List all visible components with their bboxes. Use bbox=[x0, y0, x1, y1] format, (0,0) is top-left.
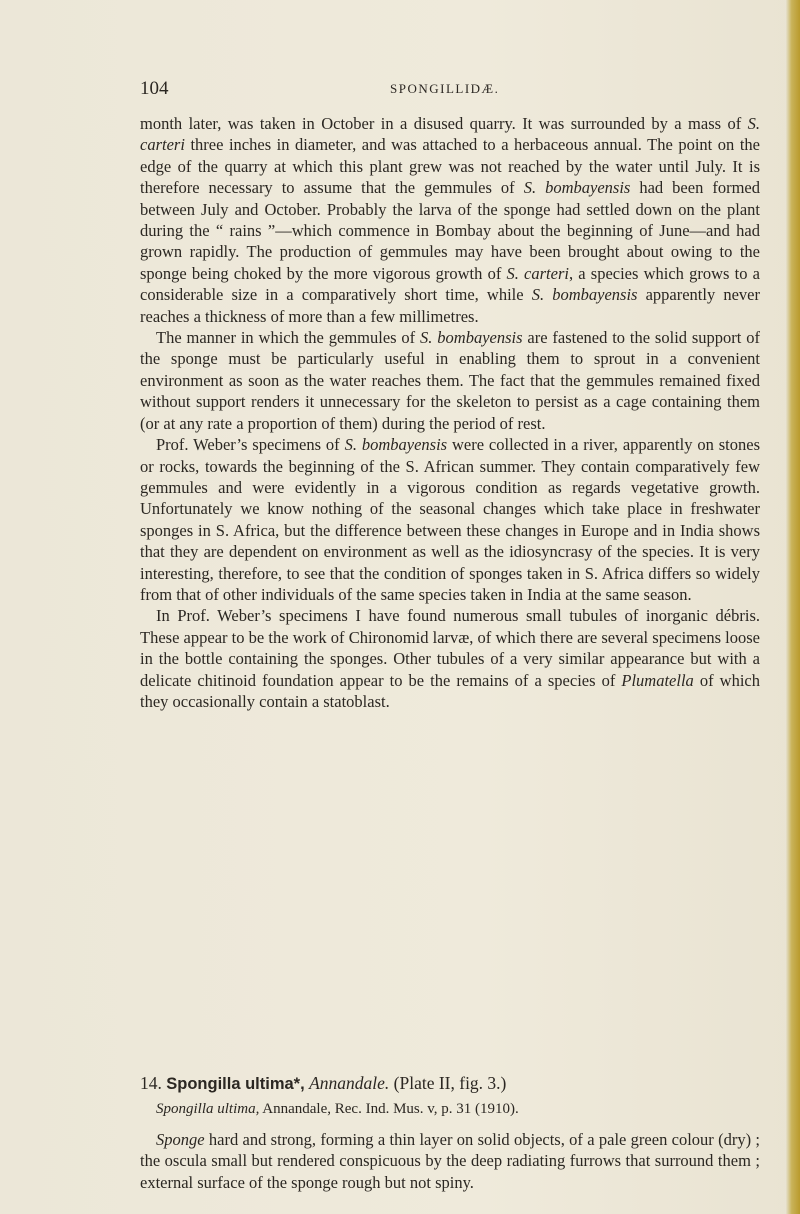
text-run: The manner in which the gemmules of bbox=[156, 328, 421, 348]
description-lead: Sponge bbox=[156, 1129, 205, 1149]
italic-taxon-name: S. bombayensis bbox=[523, 178, 631, 198]
italic-taxon-name: S. bombayensis bbox=[344, 435, 448, 455]
body-text bbox=[140, 113, 760, 712]
paragraph bbox=[140, 113, 760, 327]
italic-taxon-name: S. bombayensis bbox=[531, 285, 638, 305]
paragraph bbox=[140, 605, 760, 712]
description-text: hard and strong, forming a thin layer on solid objects, of a pale green colour (dry) ; the oscula small but rendered conspicuous by the deep radiating furrows that surround them ; external surface of the sponge rough but not spiny. bbox=[140, 1129, 760, 1192]
text-run: three inches in diameter, and was attached to a herbaceous annual. The point on the edge of the quarry at which this plant grew was not reached by the water until July. It is therefore necessary to assume that the gemmules of bbox=[140, 135, 760, 198]
page-number: 104 bbox=[140, 78, 169, 99]
text-run: Prof. Weber’s specimens of bbox=[156, 435, 345, 455]
species-heading bbox=[140, 1073, 760, 1095]
text-run: month later, was taken in October in a disused quarry. It was surrounded by a mass of bbox=[140, 114, 748, 133]
text-run: apparently never reaches a thickness of more than a few millimetres. bbox=[140, 285, 760, 326]
running-head bbox=[140, 78, 710, 104]
plate-reference: (Plate II, fig. 3.) bbox=[393, 1073, 507, 1093]
text-run: , a species which grows to a considerable size in a comparatively short time, while bbox=[140, 263, 760, 305]
species-name: Spongilla ultima*, bbox=[166, 1075, 305, 1093]
book-spine-edge bbox=[786, 0, 800, 1214]
citation-name: Spongilla ultima, bbox=[156, 1101, 260, 1118]
species-author: Annandale. bbox=[309, 1073, 390, 1093]
italic-taxon-name: S. bombayensis bbox=[420, 328, 523, 348]
paragraph bbox=[140, 434, 760, 605]
text-run: In Prof. Weber’s specimens I have found numerous small tubules of inorganic débris. These appear to be the work of Chironomid larvæ, of which there are several specimens loose in the bottle containing the sponges. Other tubules of a very similar appearance but with a delicate chitinoid foundation appear to be the remains of a species of bbox=[140, 606, 760, 690]
italic-taxon-name: Plumatella bbox=[621, 670, 694, 690]
species-citation bbox=[156, 1099, 760, 1120]
paragraph bbox=[140, 327, 760, 434]
species-entry bbox=[140, 1073, 760, 1193]
citation-source: Annandale, Rec. Ind. Mus. v, p. 31 (1910). bbox=[262, 1101, 519, 1118]
text-run: of which they occasionally contain a statoblast. bbox=[140, 670, 760, 711]
section-title: SPONGILLIDÆ. bbox=[390, 81, 500, 96]
species-description bbox=[140, 1129, 760, 1193]
italic-taxon-name: S. carteri bbox=[506, 263, 569, 283]
text-run: had been formed between July and October. Probably the larva of the sponge had settled down on the plant during the “ rains ”—which commence in Bombay about the beginning of June—and had grown rapidly. The production of gemmules may have been brought about owing to the sponge being choked by the more vigorous growth of bbox=[140, 178, 760, 283]
species-number: 14. bbox=[140, 1073, 162, 1093]
italic-taxon-name: S. carteri bbox=[140, 114, 760, 155]
text-run: were collected in a river, apparently on stones or rocks, towards the beginning of the S. African summer. They contain comparatively few gemmules and were evidently in a vigorous condition as regards vegetative growth. Unfortunately we know nothing of the seasonal changes which take place in freshwater sponges in S. Africa, but the difference between these changes in Europe and in India shows that they are dependent on environment as well as the idiosyncrasy of the species. It is very interesting, therefore, to see that the condition of sponges taken in S. Africa differs so widely from that of other individuals of the same species taken in India at the same season. bbox=[140, 435, 760, 604]
text-run: are fastened to the solid support of the sponge must be particularly useful in enabling them to sprout in a convenient environment as soon as the water reaches them. The fact that the gemmules remained fixed without support renders it unnecessary for the skeleton to persist as a cage containing them (or at any rate a proportion of them) during the period of rest. bbox=[140, 328, 760, 433]
